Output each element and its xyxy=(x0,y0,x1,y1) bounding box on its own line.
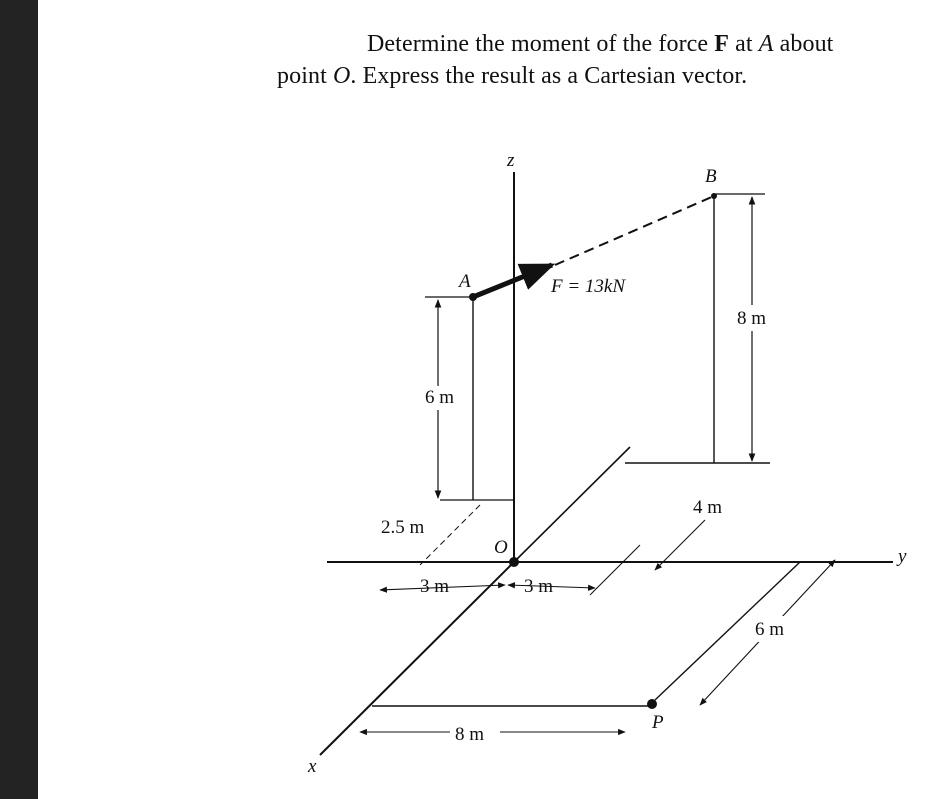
axis-y-label: y xyxy=(898,546,907,567)
dim-p-y-label: 8 m xyxy=(455,724,485,745)
dim-p-x-label: 6 m xyxy=(755,619,785,640)
dim-a-x-label: 2.5 m xyxy=(381,517,425,538)
point-p-label: P xyxy=(652,712,664,733)
a-x-leader xyxy=(420,505,480,565)
dim-b-height-label: 8 m xyxy=(737,308,767,329)
ab-dashed-line xyxy=(555,196,714,265)
axis-x-label: x xyxy=(308,756,317,777)
point-o-label: O xyxy=(494,537,508,558)
problem-line-1: Determine the moment of the force F at A about xyxy=(367,31,834,57)
dim-b-x-label: 4 m xyxy=(693,497,723,518)
axis-z-label: z xyxy=(507,150,515,171)
ground-line-b-x xyxy=(514,447,630,562)
dim-neg-y-label: 3 m xyxy=(420,576,450,597)
point-o-dot xyxy=(509,557,519,567)
dim-a-height-label: 6 m xyxy=(425,387,455,408)
point-b-dot xyxy=(711,193,717,199)
dim-pos-y-ext xyxy=(590,545,640,595)
point-b-label: B xyxy=(705,166,717,187)
problem-line-2: point O. Express the result as a Cartesian vector. xyxy=(277,63,748,89)
point-a-label: A xyxy=(459,271,471,292)
point-a-dot xyxy=(469,293,477,301)
dim-pos-y-label: 3 m xyxy=(524,576,554,597)
force-label: F = 13kN xyxy=(551,276,626,297)
force-arrow xyxy=(473,265,552,297)
point-p-dot xyxy=(647,699,657,709)
